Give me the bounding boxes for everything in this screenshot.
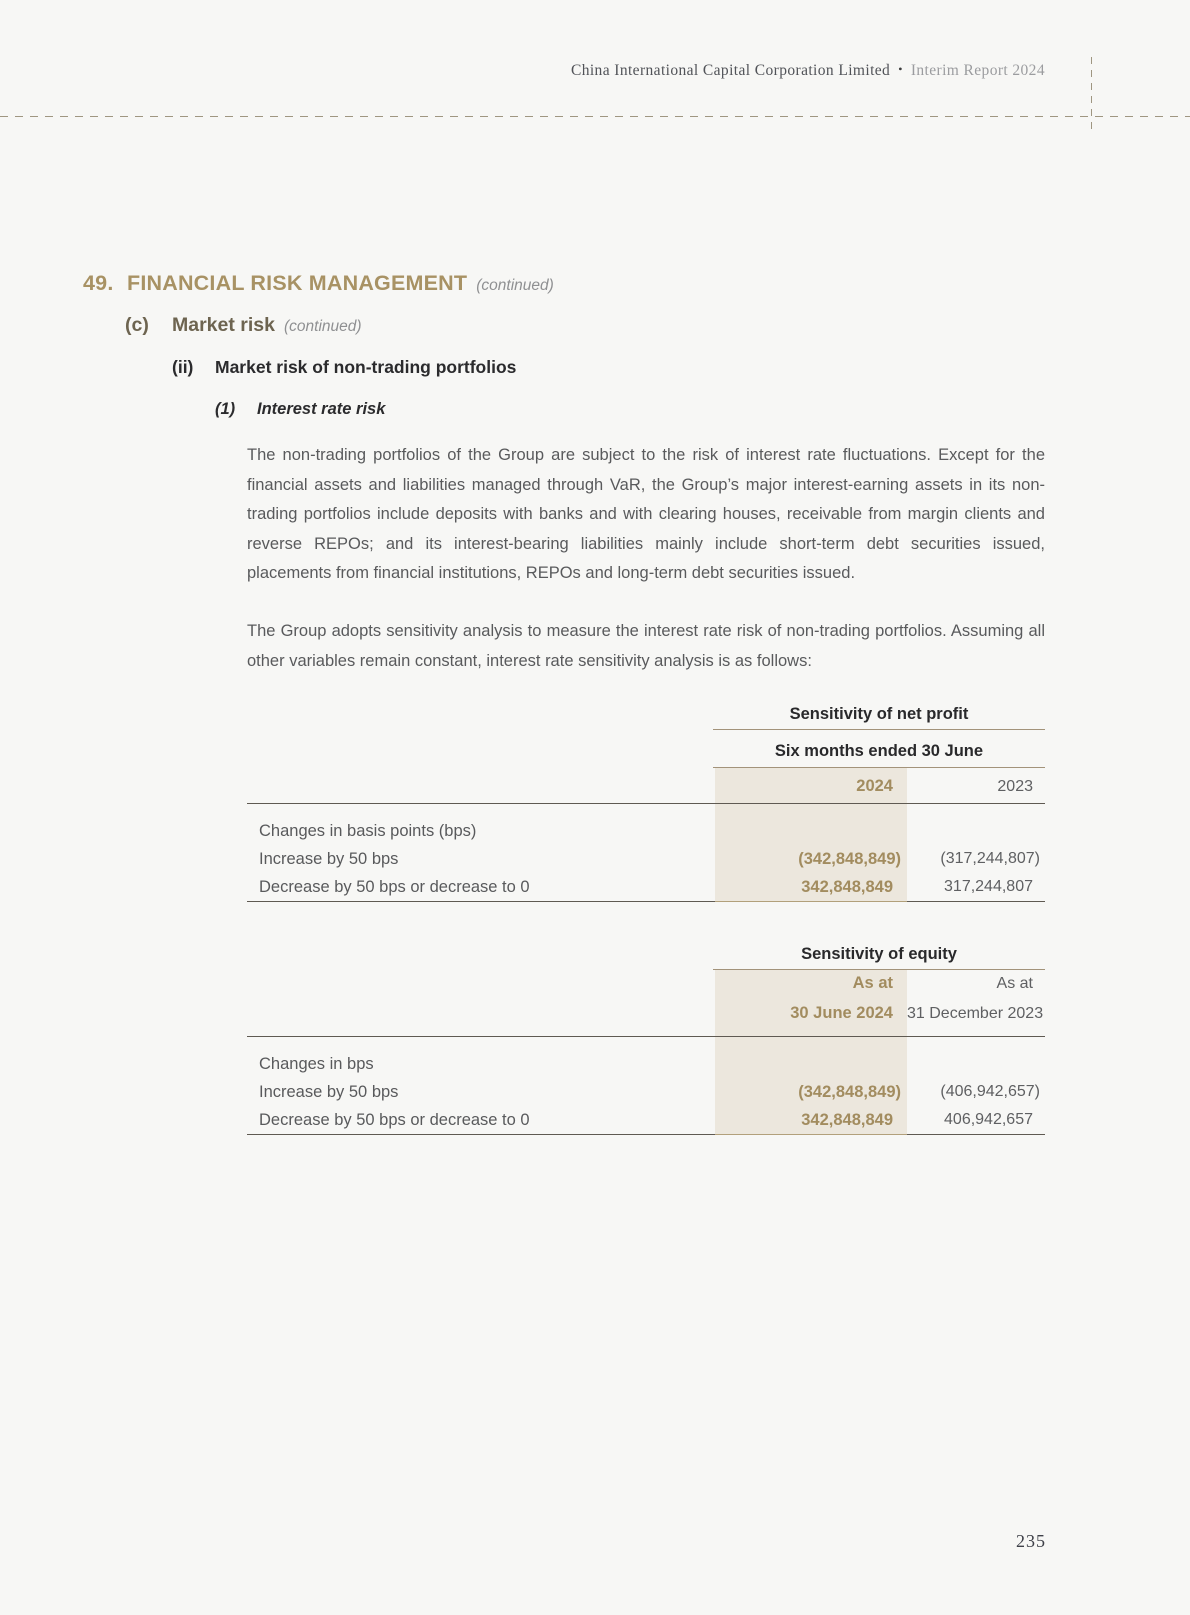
table1-period-header: Six months ended 30 June [713, 730, 1045, 768]
row-value-2023: 317,244,807 [944, 878, 1033, 895]
table2-col-2024-line1: As at [852, 974, 893, 992]
report-title: Interim Report 2024 [910, 62, 1045, 79]
topic-number: (1) [215, 400, 236, 418]
table2-title: Sensitivity of equity [713, 944, 1045, 970]
row-value-2023: (406,942,657) [940, 1083, 1040, 1100]
row-value-2024: (342,848,849) [798, 1082, 901, 1101]
row-value-2023: 406,942,657 [944, 1111, 1033, 1128]
table-row [247, 873, 1045, 901]
row-label: Changes in bps [259, 1054, 374, 1073]
page-number: 235 [1016, 1531, 1046, 1551]
row-label: Increase by 50 bps [259, 849, 399, 868]
net-profit-sensitivity-table [247, 704, 1045, 902]
row-label: Decrease by 50 bps or decrease to 0 [259, 877, 530, 896]
subsubsection-heading [172, 357, 516, 378]
subsection-heading [125, 314, 362, 337]
table1-col-2024: 2024 [856, 777, 893, 795]
section-heading [83, 271, 554, 296]
topic-heading [215, 400, 385, 419]
subsubsection-title: Market risk of non-trading portfolios [215, 357, 517, 377]
row-label: Increase by 50 bps [259, 1082, 399, 1101]
vertical-dashed-rule [1091, 57, 1092, 134]
body-paragraph-2: The Group adopts sensitivity analysis to measure the interest rate risk of non-trading portfolios. Assuming all other variables remain constant, interest rate sensitivity analysis is as follows: [247, 622, 1045, 670]
horizontal-dashed-rule [0, 116, 1190, 117]
subsection-continued-label: (continued) [283, 318, 362, 335]
table1-col-2023: 2023 [997, 778, 1033, 795]
table2-col-2023-line2: 31 December 2023 [907, 1005, 1044, 1022]
table2-body [247, 1037, 1045, 1134]
topic-title: Interest rate risk [257, 400, 386, 418]
equity-sensitivity-table [247, 944, 1045, 1135]
table-row [247, 845, 1045, 873]
table-row [247, 1078, 1045, 1106]
table1-grid [247, 768, 1045, 902]
row-value-2024: 342,848,849 [801, 1110, 893, 1129]
table2-col-2024-line2: 30 June 2024 [790, 1004, 893, 1022]
table1-header-zone [713, 704, 1045, 768]
table2-header-zone [713, 944, 1045, 970]
table1-year-row [247, 768, 1045, 804]
row-label: Changes in basis points (bps) [259, 821, 477, 840]
table-row [247, 817, 1045, 845]
table2-col-2023-line1: As at [996, 975, 1033, 992]
bullet-separator: • [898, 62, 903, 76]
row-value-2024: (342,848,849) [798, 849, 901, 868]
section-number: 49. [83, 271, 114, 295]
table2-asat-rows [247, 970, 1045, 1037]
row-value-2024: 342,848,849 [801, 877, 893, 896]
table-row [247, 1050, 1045, 1078]
subsection-title: Market risk [172, 314, 275, 336]
table1-body [247, 804, 1045, 901]
row-value-2023: (317,244,807) [940, 850, 1040, 867]
subsubsection-number: (ii) [172, 357, 194, 377]
row-label: Decrease by 50 bps or decrease to 0 [259, 1110, 530, 1129]
table-row [247, 1106, 1045, 1134]
table1-title: Sensitivity of net profit [713, 704, 1045, 730]
table2-grid [247, 970, 1045, 1135]
subsection-number: (c) [125, 314, 149, 336]
body-paragraph-1: The non-trading portfolios of the Group are subject to the risk of interest rate fluctuations. Except for the financial assets and liabilities managed through VaR, the Group’s major interest-earning assets in its non-trading portfolios include deposits with banks and with clearing houses, receivable from margin clients and reverse REPOs; and its interest-bearing liabilities mainly include short-term debt securities issued, placements from financial institutions, REPOs and long-term debt securities issued. [247, 446, 1045, 582]
section-title: FINANCIAL RISK MANAGEMENT [127, 271, 468, 295]
company-name: China International Capital Corporation Limited [570, 62, 891, 79]
section-continued-label: (continued) [476, 277, 554, 294]
running-header [571, 62, 1045, 80]
